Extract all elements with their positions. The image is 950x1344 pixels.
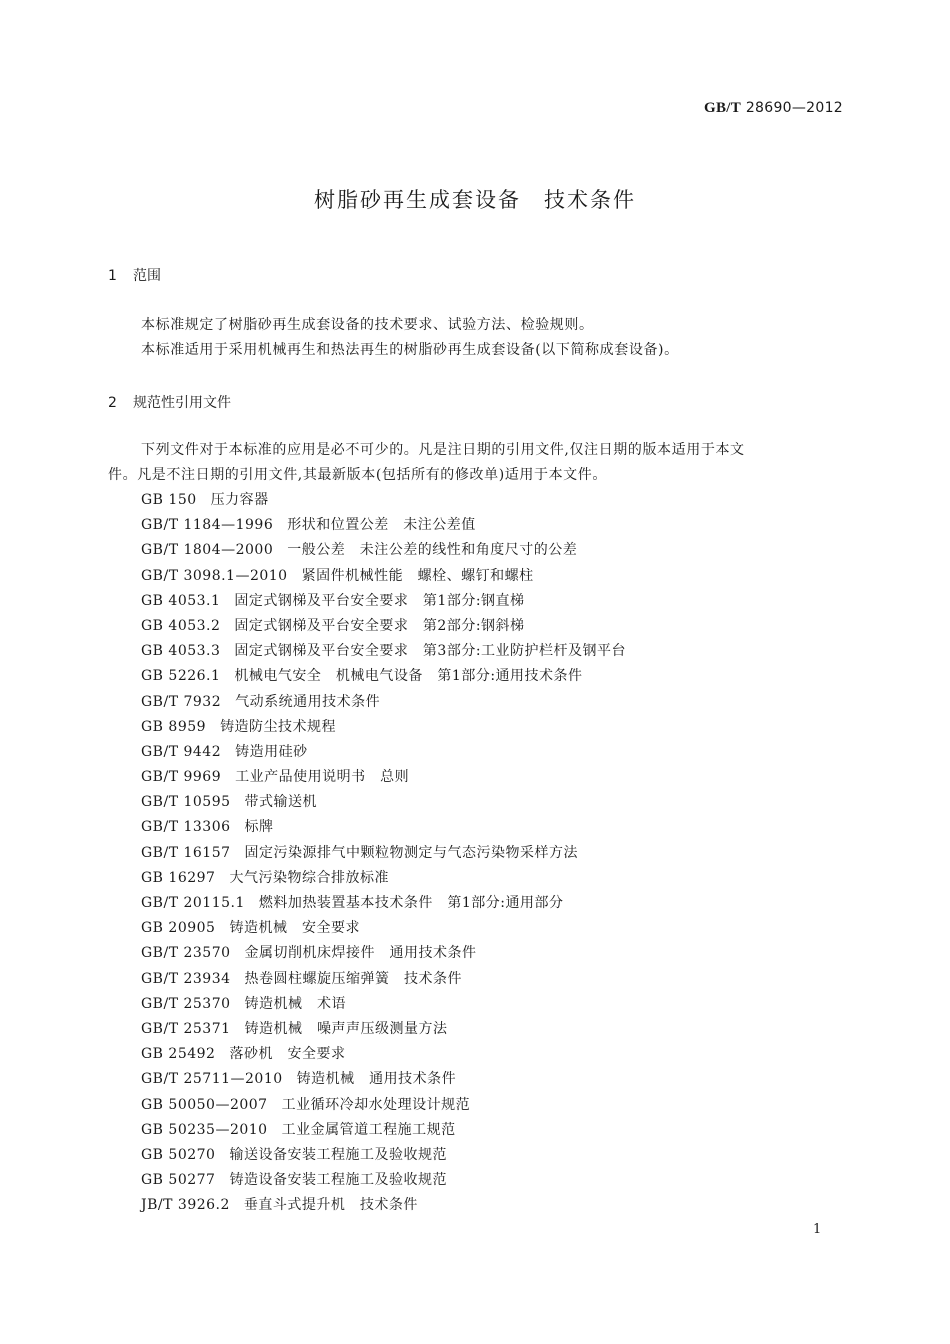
- reference-title: 铸造防尘技术规程: [220, 718, 337, 735]
- reference-item: [141, 589, 626, 614]
- reference-item: [141, 564, 626, 589]
- reference-code: GB 50270: [141, 1146, 216, 1163]
- section-2-heading: [108, 392, 231, 412]
- reference-code: GB/T 9442: [141, 743, 222, 760]
- reference-item: [141, 916, 626, 941]
- reference-title: 金属切削机床焊接件 通用技术条件: [244, 945, 477, 962]
- reference-title: 形状和位置公差 未注公差值: [287, 517, 476, 534]
- reference-item: [141, 992, 626, 1017]
- reference-code: GB/T 25371: [141, 1020, 231, 1037]
- reference-title: 铸造机械 通用技术条件: [296, 1071, 457, 1088]
- reference-code: GB 25492: [141, 1046, 216, 1063]
- reference-code: GB 4053.1: [141, 592, 221, 609]
- paragraph-text: 本标准适用于采用机械再生和热法再生的树脂砂再生成套设备(以下简称成套设备)。: [141, 342, 679, 358]
- reference-code: GB/T 1804—2000: [141, 542, 274, 559]
- section-title: 规范性引用文件: [133, 395, 231, 411]
- reference-item: [141, 614, 626, 639]
- reference-code: GB/T 13306: [141, 819, 231, 836]
- references-intro-line-1: [108, 438, 844, 463]
- reference-title: 铸造用硅砂: [235, 743, 308, 760]
- reference-title: 固定式钢梯及平台安全要求 第1部分:钢直梯: [234, 592, 525, 609]
- page-number: 1: [813, 1222, 822, 1237]
- reference-title: 压力容器: [210, 492, 269, 508]
- reference-title: 紧固件机械性能 螺栓、螺钉和螺柱: [301, 567, 534, 584]
- reference-title: 固定式钢梯及平台安全要求 第3部分:工业防护栏杆及钢平台: [234, 643, 627, 660]
- reference-item: [141, 866, 626, 891]
- standard-code: [704, 100, 843, 117]
- reference-code: GB 5226.1: [141, 668, 221, 685]
- reference-code: JB/T 3926.2: [141, 1197, 230, 1214]
- reference-item: [141, 513, 626, 538]
- standard-number: 28690—2012: [745, 100, 843, 116]
- reference-title: 落砂机 安全要求: [229, 1046, 346, 1063]
- reference-item: [141, 1067, 626, 1092]
- reference-title: 铸造机械 噪声声压级测量方法: [244, 1020, 448, 1037]
- document-title: 树脂砂再生成套设备 技术条件: [314, 188, 636, 212]
- reference-code: GB/T 25370: [141, 995, 231, 1012]
- reference-item: [141, 1118, 626, 1143]
- paragraph-text: 件。凡是不注日期的引用文件,其最新版本(包括所有的修改单)适用于本文件。: [108, 467, 607, 483]
- reference-code: GB/T 10595: [141, 794, 231, 811]
- reference-item: [141, 1193, 626, 1218]
- reference-code: GB/T 7932: [141, 693, 222, 710]
- standard-prefix: GB/T: [704, 100, 742, 116]
- reference-title: 固定污染源排气中颗粒物测定与气态污染物采样方法: [244, 844, 579, 861]
- reference-title: 燃料加热装置基本技术条件 第1部分:通用部分: [258, 895, 564, 911]
- reference-title: 气动系统通用技术条件: [235, 693, 381, 710]
- reference-code: GB 4053.2: [141, 617, 221, 634]
- reference-item: [141, 740, 626, 765]
- reference-title: 工业金属管道工程施工规范: [281, 1121, 456, 1138]
- reference-title: 大气污染物综合排放标准: [229, 869, 389, 886]
- reference-item: [141, 790, 626, 815]
- reference-title: 带式输送机: [244, 794, 318, 811]
- reference-title: 热卷圆柱螺旋压缩弹簧 技术条件: [244, 970, 463, 987]
- references-intro-line-2: [108, 463, 844, 488]
- reference-title: 一般公差 未注公差的线性和角度尺寸的公差: [287, 542, 578, 559]
- reference-item: [141, 765, 626, 790]
- reference-code: GB/T 20115.1: [141, 895, 245, 911]
- reference-title: 垂直斗式提升机 技术条件: [243, 1197, 418, 1214]
- reference-code: GB/T 3098.1—2010: [141, 567, 288, 584]
- reference-item: [141, 1168, 626, 1193]
- reference-item: [141, 1143, 626, 1168]
- reference-title: 输送设备安装工程施工及验收规范: [229, 1146, 447, 1163]
- reference-code: GB 50235—2010: [141, 1121, 268, 1138]
- normative-references-list: [141, 488, 626, 1218]
- reference-code: GB/T 25711—2010: [141, 1071, 283, 1088]
- reference-code: GB 16297: [141, 869, 216, 886]
- reference-title: 铸造设备安装工程施工及验收规范: [229, 1172, 447, 1189]
- reference-item: [141, 967, 626, 992]
- reference-code: GB/T 1184—1996: [141, 517, 274, 534]
- scope-paragraph-1: [108, 313, 844, 338]
- section-1-heading: [108, 265, 161, 285]
- reference-item: [141, 841, 626, 866]
- reference-item: [141, 690, 626, 715]
- reference-title: 标牌: [244, 819, 274, 836]
- reference-title: 工业循环冷却水处理设计规范: [281, 1096, 471, 1113]
- section-title: 范围: [133, 268, 161, 284]
- paragraph-text: 下列文件对于本标准的应用是必不可少的。凡是注日期的引用文件,仅注日期的版本适用于本文: [141, 442, 745, 458]
- paragraph-text: 本标准规定了树脂砂再生成套设备的技术要求、试验方法、检验规则。: [141, 317, 594, 333]
- reference-title: 铸造机械 术语: [244, 995, 347, 1012]
- reference-code: GB 8959: [141, 718, 207, 735]
- reference-item: [141, 639, 626, 664]
- reference-title: 固定式钢梯及平台安全要求 第2部分:钢斜梯: [234, 617, 525, 634]
- section-number: 2: [108, 395, 117, 411]
- reference-code: GB 4053.3: [141, 643, 221, 660]
- reference-code: GB/T 23934: [141, 970, 231, 987]
- reference-item: [141, 1017, 626, 1042]
- reference-item: [141, 891, 626, 916]
- reference-item: [141, 1042, 626, 1067]
- reference-item: [141, 1093, 626, 1118]
- reference-code: GB/T 23570: [141, 945, 231, 962]
- scope-paragraph-2: [108, 338, 844, 363]
- section-number: 1: [108, 268, 117, 284]
- reference-code: GB 150: [141, 492, 197, 508]
- reference-code: GB 20905: [141, 920, 216, 937]
- reference-code: GB 50050—2007: [141, 1096, 268, 1113]
- reference-item: [141, 538, 626, 563]
- reference-code: GB 50277: [141, 1172, 216, 1189]
- reference-item: [141, 715, 626, 740]
- reference-item: [141, 664, 626, 689]
- reference-item: [141, 815, 626, 840]
- reference-item: [141, 941, 626, 966]
- reference-code: GB/T 16157: [141, 844, 231, 861]
- reference-title: 机械电气安全 机械电气设备 第1部分:通用技术条件: [234, 668, 583, 685]
- reference-title: 工业产品使用说明书 总则: [235, 769, 410, 786]
- reference-code: GB/T 9969: [141, 769, 222, 786]
- reference-title: 铸造机械 安全要求: [229, 920, 360, 937]
- reference-item: [141, 488, 626, 513]
